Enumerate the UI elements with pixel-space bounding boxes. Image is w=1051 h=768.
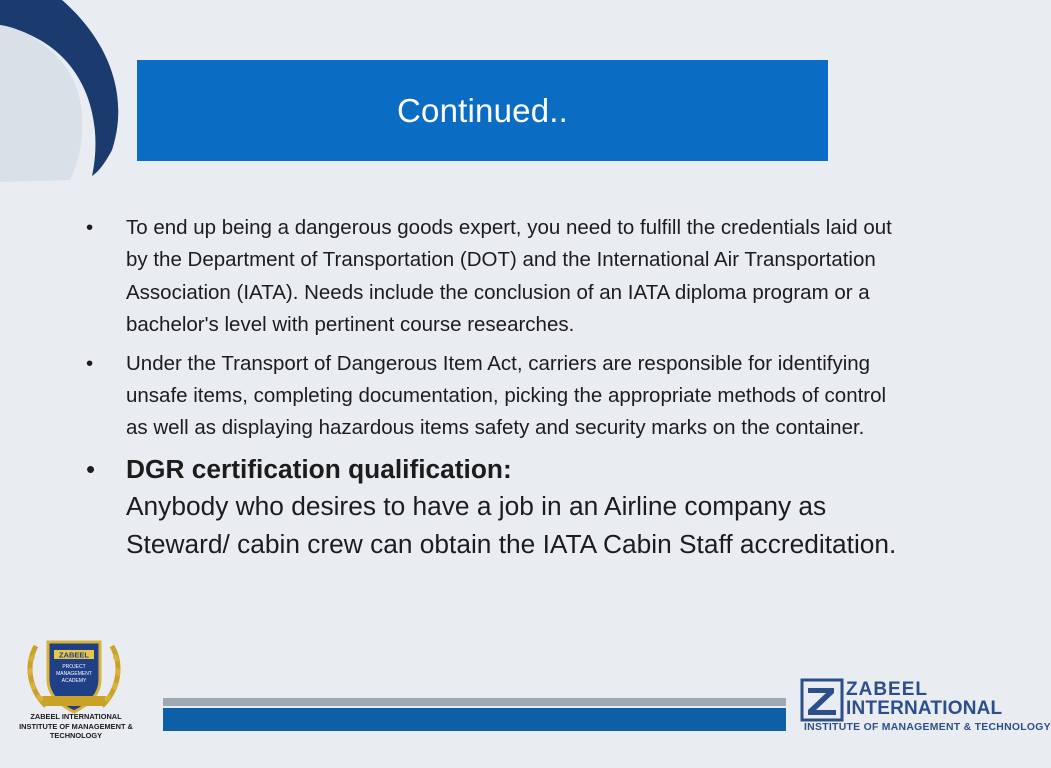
bullet-item	[80, 212, 900, 342]
footer-grey-bar	[163, 698, 786, 706]
badge-caption-line-2: INSTITUTE OF MANAGEMENT & TECHNOLOGY	[19, 721, 133, 740]
bullet-text: Under the Transport of Dangerous Item Act, carriers are responsible for identifying unsafe items, completing documentation, picking the appropriate methods of control as well as displaying hazardous items safety and security marks on the container.	[126, 351, 887, 440]
bullet-glyph: •	[86, 351, 94, 375]
badge-text-4: ACADEMY	[61, 678, 87, 684]
academy-badge-logo	[22, 636, 126, 714]
badge-text-1: ZABEEL	[59, 650, 89, 660]
logo-name-top: ZABEEL	[846, 679, 928, 700]
slide-title: Continued..	[397, 91, 568, 129]
bullet-heading: DGR certification qualification:	[126, 453, 512, 484]
bullet-item	[80, 451, 900, 564]
bullet-list	[80, 212, 900, 563]
logo-name-bottom: INTERNATIONAL	[846, 698, 1003, 719]
bullet-glyph: •	[86, 453, 96, 484]
badge-caption	[0, 712, 152, 741]
bullet-text: To end up being a dangerous goods expert, you need to fulfill the credentials laid out by the Department of Transportation (DOT) and the International Air Transportation Association (IATA). Needs include the conclusion of an IATA diploma program or a bachelor's level with pertinent course researches.	[126, 216, 892, 337]
bullet-text: Anybody who desires to have a job in an Airline company as Steward/ cabin crew can obtain the IATA Cabin Staff accreditation.	[126, 491, 897, 559]
zabeel-z-logo-icon	[800, 678, 844, 722]
bullet-item	[80, 348, 900, 445]
bullet-glyph: •	[86, 216, 94, 239]
title-band	[137, 60, 828, 161]
badge-caption-line-1: ZABEEL INTERNATIONAL	[30, 712, 122, 721]
footer-blue-bar	[163, 708, 786, 731]
badge-text-3: MANAGEMENT	[56, 671, 92, 677]
badge-text-2: PROJECT	[62, 664, 86, 670]
logo-tagline: INSTITUTE OF MANAGEMENT & TECHNOLOGY	[804, 722, 1051, 733]
corner-swoosh	[0, 0, 140, 185]
